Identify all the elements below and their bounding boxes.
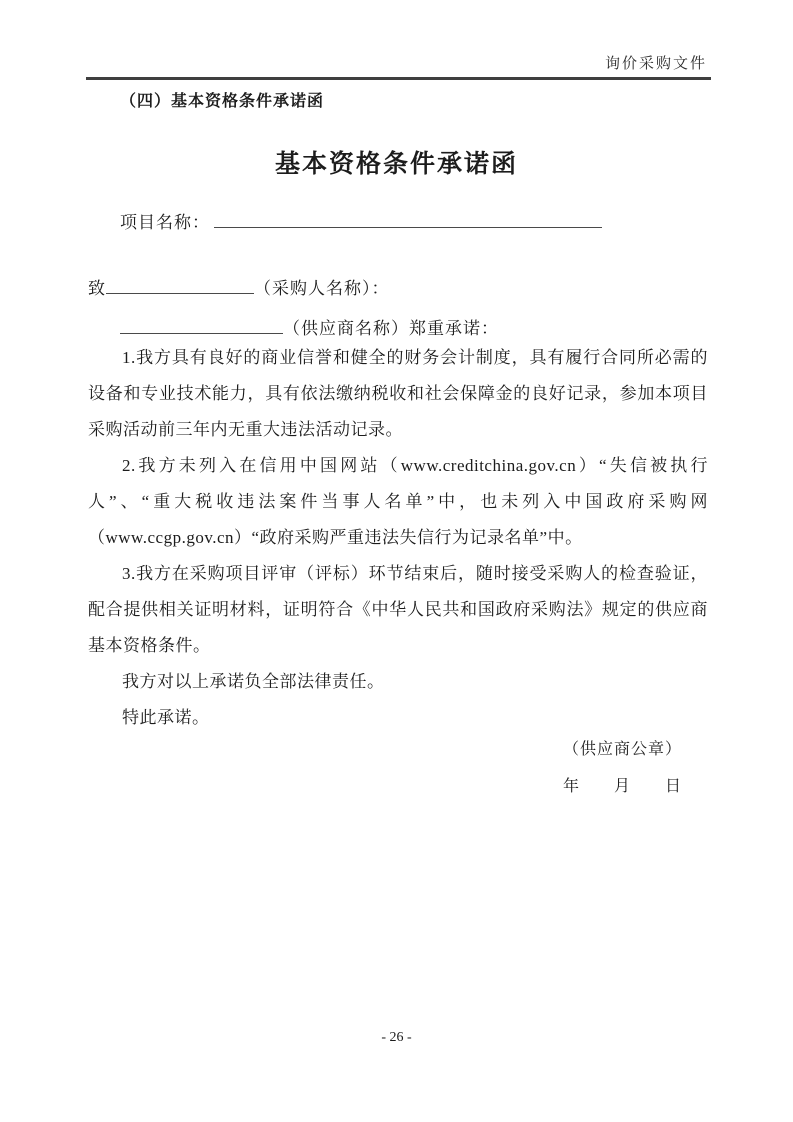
paragraph-hereby-commit: 特此承诺。 [122, 708, 210, 727]
header-doc-type: 询价采购文件 [604, 56, 707, 72]
supplier-name-blank [120, 317, 283, 334]
paragraph-verification: 3.我方在采购项目评审（评标）环节结束后，随时接受采购人的检查验证，配合提供相关证明材料，证明符合《中华人民共和国政府采购法》规定的供应商基本资格条件。 [88, 564, 708, 655]
project-name-line [120, 208, 602, 233]
commitment-body [88, 340, 708, 736]
addressee-prefix: 致 [88, 279, 106, 298]
document-title: 基本资格条件承诺函 [274, 151, 518, 178]
addressee-line [88, 274, 390, 299]
supplier-seal-line: （供应商公章） [562, 741, 682, 758]
paragraph-legal-responsibility: 我方对以上承诺负全部法律责任。 [122, 672, 385, 691]
page-number: - 26 - [381, 1030, 412, 1045]
section-heading: （四）基本资格条件承诺函 [120, 93, 325, 110]
supplier-line [88, 314, 499, 339]
addressee-suffix: （采购人名称）： [254, 279, 390, 298]
signature-block [563, 736, 682, 796]
header-rule [86, 77, 711, 80]
project-name-label: 项目名称： [120, 213, 210, 232]
purchaser-name-blank [106, 277, 254, 294]
supplier-suffix: （供应商名称）郑重承诺： [283, 319, 499, 338]
page-footer [0, 1030, 793, 1046]
date-line: 年 月 日 [562, 778, 682, 795]
paragraph-blacklist: 2.我方未列入在信用中国网站（www.creditchina.gov.cn）“失信被执行人”、“重大税收违法案件当事人名单”中，也未列入中国政府采购网（www.ccgp.gov.cn）“政府采购严重违法失信行为记录名单”中。 [88, 456, 708, 547]
project-name-blank [214, 211, 602, 228]
paragraph-credit-record: 1.我方具有良好的商业信誉和健全的财务会计制度，具有履行合同所必需的设备和专业技术能力，具有依法缴纳税收和社会保障金的良好记录，参加本项目采购活动前三年内无重大违法活动记录。 [88, 348, 708, 439]
